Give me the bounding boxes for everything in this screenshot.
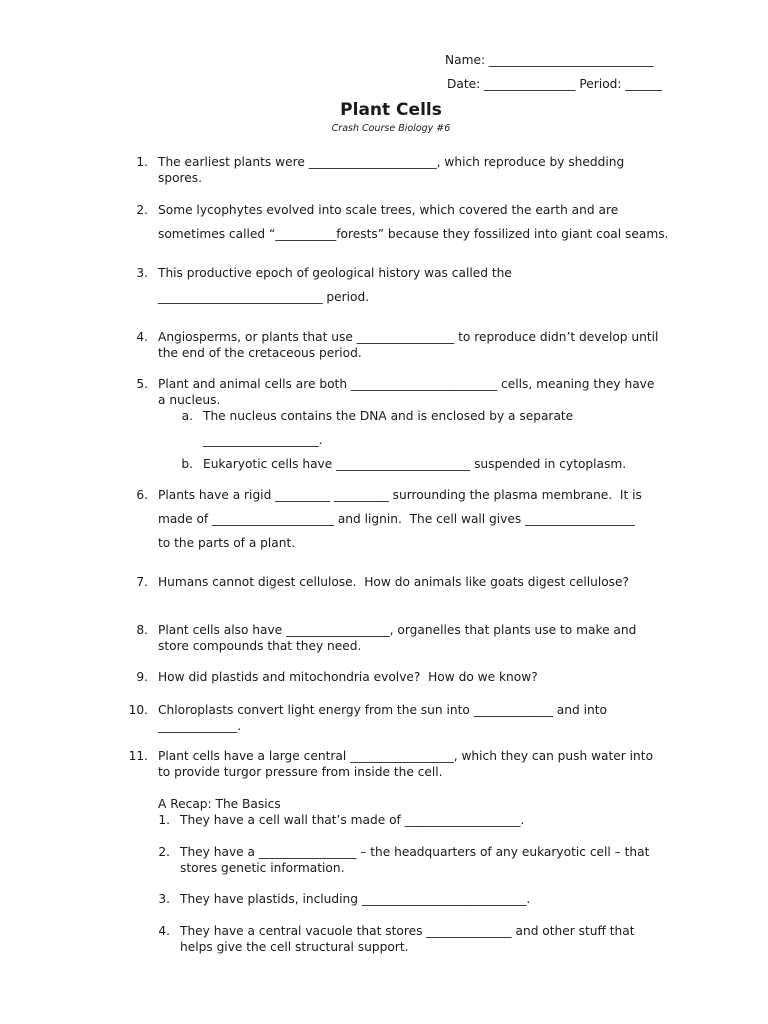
page-title: Plant Cells: [340, 100, 442, 120]
question-line: Chloroplasts convert light energy from the sun into _____________ and into: [158, 703, 607, 717]
recap-line: They have a cell wall that’s made of ___________________.: [180, 813, 525, 827]
question-line: The earliest plants were _____________________, which reproduce by shedding: [158, 155, 625, 169]
question-line: spores.: [158, 171, 203, 185]
question-number: 1.: [136, 155, 148, 169]
question-line: Angiosperms, or plants that use ________________ to reproduce didn’t develop until: [158, 330, 659, 344]
question-line: a nucleus.: [158, 393, 221, 407]
sub-question-letter: a.: [181, 409, 193, 423]
sub-question-letter: b.: [181, 457, 193, 471]
question-line: How did plastids and mitochondria evolve? How do we know?: [158, 670, 538, 684]
question-line: Plant cells have a large central _________________, which they can push water into: [158, 749, 654, 763]
question-line: Plant and animal cells are both ________________________ cells, meaning they have: [158, 377, 655, 391]
question-line: Some lycophytes evolved into scale trees, which covered the earth and are: [158, 203, 619, 217]
question-number: 7.: [136, 575, 148, 589]
question-line: Humans cannot digest cellulose. How do animals like goats digest cellulose?: [158, 575, 629, 589]
question-line: to provide turgor pressure from inside the cell.: [158, 765, 443, 779]
recap-line: stores genetic information.: [180, 861, 345, 875]
sub-question-line: The nucleus contains the DNA and is enclosed by a separate: [203, 409, 574, 423]
sub-question-line: ___________________.: [203, 433, 323, 447]
page-subtitle: Crash Course Biology #6: [331, 123, 451, 134]
question-line: Plants have a rigid _________ _________ surrounding the plasma membrane. It is: [158, 488, 642, 502]
question-number: 9.: [136, 670, 148, 684]
question-number: 6.: [136, 488, 148, 502]
recap-number: 4.: [158, 924, 170, 938]
question-line: sometimes called “__________forests” because they fossilized into giant coal seams.: [158, 227, 669, 241]
question-number: 10.: [128, 703, 148, 717]
question-number: 3.: [136, 266, 148, 280]
recap-line: They have a central vacuole that stores ______________ and other stuff that: [180, 924, 635, 938]
question-line: Plant cells also have _________________, organelles that plants use to make and: [158, 623, 637, 637]
name-field-line: Name: ___________________________: [445, 53, 654, 67]
question-line: store compounds that they need.: [158, 639, 362, 653]
question-number: 11.: [128, 749, 148, 763]
recap-line: They have a ________________ – the headquarters of any eukaryotic cell – that: [180, 845, 650, 859]
question-line: the end of the cretaceous period.: [158, 346, 362, 360]
recap-number: 2.: [158, 845, 170, 859]
question-number: 2.: [136, 203, 148, 217]
question-line: ___________________________ period.: [158, 290, 370, 304]
recap-number: 3.: [158, 892, 170, 906]
recap-heading: A Recap: The Basics: [158, 797, 281, 811]
question-number: 8.: [136, 623, 148, 637]
recap-line: helps give the cell structural support.: [180, 940, 409, 954]
question-line: made of ____________________ and lignin. The cell wall gives __________________: [158, 512, 635, 526]
question-line: _____________.: [158, 719, 242, 733]
sub-question-line: Eukaryotic cells have ______________________ suspended in cytoplasm.: [203, 457, 627, 471]
question-line: This productive epoch of geological history was called the: [158, 266, 512, 280]
date-period-field-line: Date: _______________ Period: ______: [447, 77, 662, 91]
question-number: 4.: [136, 330, 148, 344]
recap-number: 1.: [158, 813, 170, 827]
recap-line: They have plastids, including ___________________________.: [180, 892, 531, 906]
question-line: to the parts of a plant.: [158, 536, 296, 550]
question-number: 5.: [136, 377, 148, 391]
